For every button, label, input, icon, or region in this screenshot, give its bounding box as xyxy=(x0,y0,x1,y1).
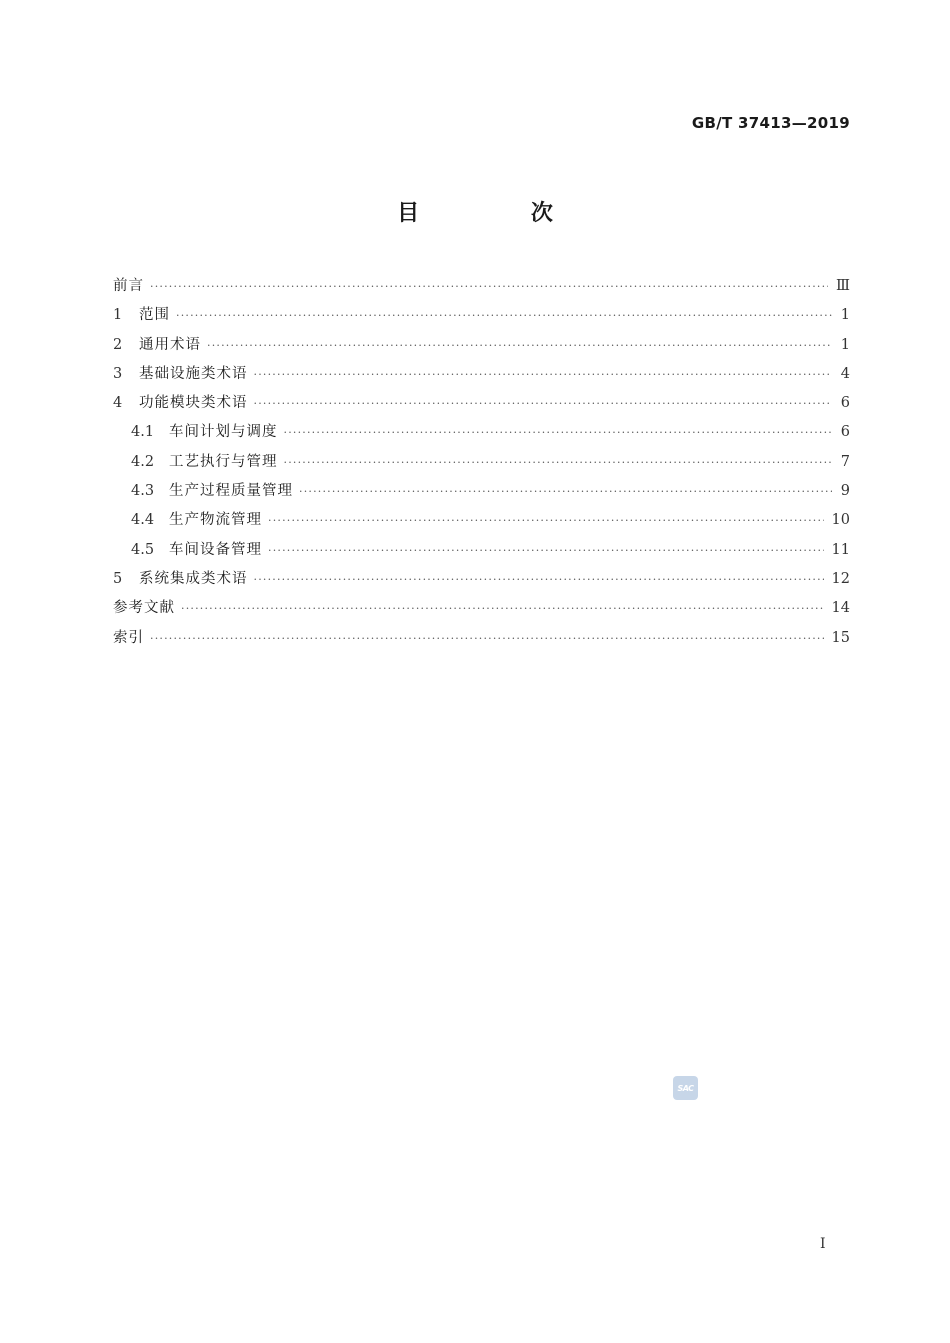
toc-entry-infrastructure-terms[interactable] xyxy=(113,360,850,389)
toc-entry-label: 参考文献 xyxy=(113,600,175,617)
toc-entry-page: 6 xyxy=(840,424,850,441)
toc-entry-references[interactable] xyxy=(113,594,850,623)
dot-leader xyxy=(268,536,824,565)
table-of-contents xyxy=(113,272,850,653)
toc-entry-page: Ⅲ xyxy=(836,278,850,294)
dot-leader xyxy=(254,389,833,418)
toc-entry-page: 11 xyxy=(831,541,850,558)
toc-entry-number: 4.1 xyxy=(131,424,155,441)
toc-entry-general-terms[interactable] xyxy=(113,331,850,360)
dot-leader xyxy=(254,360,833,389)
dot-leader xyxy=(284,418,833,447)
toc-entry-index[interactable] xyxy=(113,624,850,653)
toc-entry-number: 2 xyxy=(113,336,123,353)
toc-entry-label: 索引 xyxy=(113,629,144,646)
toc-entry-label: 基础设施类术语 xyxy=(139,365,248,382)
toc-title: 目 次 xyxy=(397,201,605,226)
toc-entry-foreword[interactable] xyxy=(113,272,850,301)
toc-entry-label: 生产过程质量管理 xyxy=(169,483,293,500)
toc-entry-label: 功能模块类术语 xyxy=(139,395,248,412)
dot-leader xyxy=(176,301,832,330)
toc-entry-label: 范围 xyxy=(139,307,170,324)
toc-entry-page: 6 xyxy=(840,395,850,412)
toc-entry-label: 车间计划与调度 xyxy=(169,424,278,441)
toc-entry-4-5[interactable] xyxy=(113,536,850,565)
toc-entry-label: 通用术语 xyxy=(139,336,201,353)
toc-entry-label: 车间设备管理 xyxy=(169,541,262,558)
toc-entry-page: 14 xyxy=(831,600,850,617)
dot-leader xyxy=(268,506,824,535)
toc-entry-4-4[interactable] xyxy=(113,506,850,535)
toc-entry-number: 3 xyxy=(113,365,123,382)
sac-watermark-logo xyxy=(673,1076,698,1100)
dot-leader xyxy=(207,331,832,360)
sac-logo-text: SAC xyxy=(677,1083,694,1093)
toc-entry-4-3[interactable] xyxy=(113,477,850,506)
dot-leader xyxy=(284,448,833,477)
toc-entry-number: 4.5 xyxy=(131,541,155,558)
toc-entry-scope[interactable] xyxy=(113,301,850,330)
toc-entry-page: 9 xyxy=(840,483,850,500)
toc-entry-page: 12 xyxy=(831,570,850,587)
toc-entry-function-module-terms[interactable] xyxy=(113,389,850,418)
toc-entry-4-2[interactable] xyxy=(113,448,850,477)
toc-entry-label: 生产物流管理 xyxy=(169,512,262,529)
toc-entry-number: 1 xyxy=(113,307,123,324)
dot-leader xyxy=(299,477,832,506)
toc-entry-label: 系统集成类术语 xyxy=(139,570,248,587)
toc-entry-4-1[interactable] xyxy=(113,418,850,447)
toc-entry-system-integration-terms[interactable] xyxy=(113,565,850,594)
page-number: I xyxy=(820,1236,826,1252)
toc-entry-page: 10 xyxy=(831,512,850,529)
standard-code: GB/T 37413—2019 xyxy=(691,114,850,132)
toc-entry-page: 4 xyxy=(840,365,850,382)
dot-leader xyxy=(181,594,824,623)
dot-leader xyxy=(254,565,824,594)
toc-entry-label: 工艺执行与管理 xyxy=(169,453,278,470)
toc-entry-page: 1 xyxy=(840,336,850,353)
toc-entry-number: 4.4 xyxy=(131,512,155,529)
dot-leader xyxy=(150,272,828,301)
toc-entry-page: 1 xyxy=(840,307,850,324)
toc-entry-number: 5 xyxy=(113,570,123,587)
toc-entry-page: 15 xyxy=(831,629,850,646)
dot-leader xyxy=(150,624,824,653)
toc-entry-page: 7 xyxy=(840,453,850,470)
toc-entry-number: 4.2 xyxy=(131,453,155,470)
toc-entry-number: 4 xyxy=(113,395,123,412)
toc-entry-label: 前言 xyxy=(113,278,144,294)
toc-entry-number: 4.3 xyxy=(131,483,155,500)
